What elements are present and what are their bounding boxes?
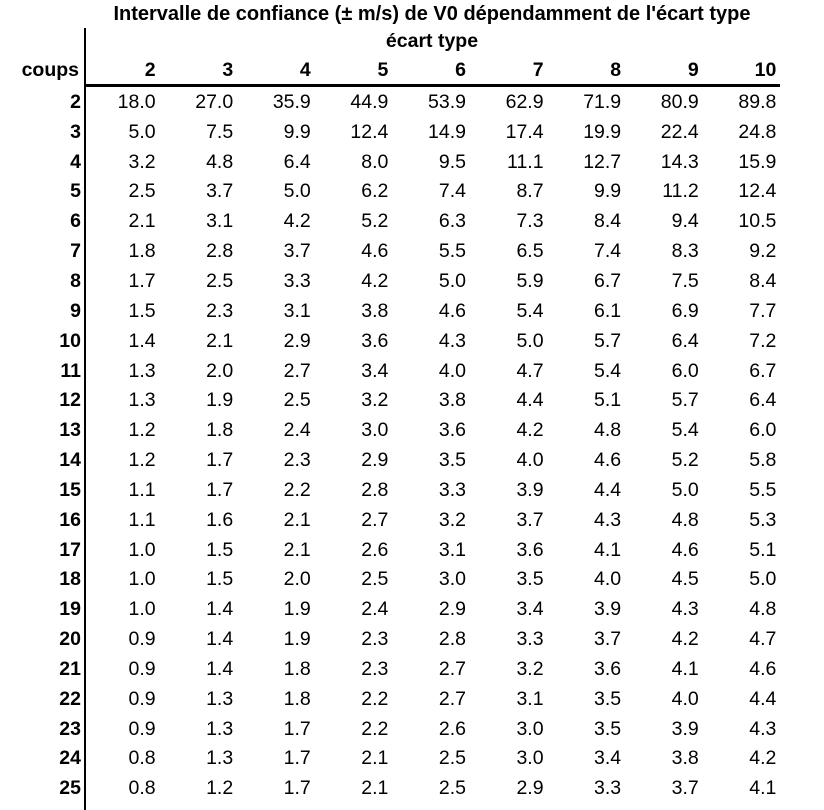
table-cell: 5.0 bbox=[283, 180, 311, 203]
row-header: 24 bbox=[59, 747, 81, 770]
table-cell: 5.0 bbox=[749, 568, 777, 591]
table-row bbox=[0, 88, 782, 118]
table-cell: 3.5 bbox=[594, 687, 622, 710]
table-cell: 3.0 bbox=[516, 747, 544, 770]
table-cell: 5.5 bbox=[749, 478, 777, 501]
table-cell: 4.1 bbox=[671, 657, 699, 680]
table-cell: 7.4 bbox=[438, 180, 466, 203]
table-cell: 5.0 bbox=[516, 329, 544, 352]
table-cell: 3.2 bbox=[128, 150, 156, 173]
table-row bbox=[0, 267, 782, 297]
table-cell: 8.7 bbox=[516, 180, 544, 203]
table-cell: 5.4 bbox=[671, 419, 699, 442]
table-cell: 2.5 bbox=[438, 777, 466, 800]
table-cell: 2.5 bbox=[283, 389, 311, 412]
table-cell: 3.5 bbox=[516, 568, 544, 591]
row-header: 19 bbox=[59, 598, 81, 621]
table-cell: 22.4 bbox=[660, 120, 699, 143]
row-header: 2 bbox=[70, 90, 81, 113]
row-header: 18 bbox=[59, 568, 81, 591]
table-cell: 2.0 bbox=[283, 568, 311, 591]
table-cell: 4.1 bbox=[749, 777, 777, 800]
table-cell: 4.0 bbox=[516, 449, 544, 472]
table-cell: 3.3 bbox=[516, 628, 544, 651]
table-row bbox=[0, 595, 782, 625]
table-cell: 1.0 bbox=[128, 598, 156, 621]
table-cell: 2.8 bbox=[206, 240, 234, 263]
column-header: 2 bbox=[144, 58, 156, 81]
table-cell: 19.9 bbox=[583, 120, 622, 143]
column-header: 4 bbox=[299, 58, 311, 81]
table-cell: 8.0 bbox=[361, 150, 389, 173]
column-header: 10 bbox=[754, 58, 777, 81]
table-cell: 3.2 bbox=[361, 389, 389, 412]
table-cell: 2.7 bbox=[438, 657, 466, 680]
table-cell: 5.2 bbox=[361, 210, 389, 233]
table-cell: 3.5 bbox=[594, 717, 622, 740]
row-header: 14 bbox=[59, 449, 81, 472]
table-row bbox=[0, 237, 782, 267]
table-cell: 24.8 bbox=[738, 120, 777, 143]
table-cell: 6.4 bbox=[283, 150, 311, 173]
table-cell: 1.1 bbox=[128, 478, 156, 501]
table-cell: 4.2 bbox=[671, 628, 699, 651]
table-cell: 2.9 bbox=[283, 329, 311, 352]
table-row bbox=[0, 177, 782, 207]
table-cell: 1.6 bbox=[206, 508, 234, 531]
table-cell: 7.4 bbox=[594, 240, 622, 263]
table-cell: 71.9 bbox=[583, 90, 622, 113]
table-cell: 12.4 bbox=[738, 180, 777, 203]
table-cell: 3.9 bbox=[516, 478, 544, 501]
table-cell: 4.5 bbox=[671, 568, 699, 591]
table-cell: 0.9 bbox=[128, 657, 156, 680]
table-cell: 6.2 bbox=[361, 180, 389, 203]
row-header: 8 bbox=[70, 269, 81, 292]
table-cell: 4.7 bbox=[749, 628, 777, 651]
table-cell: 2.2 bbox=[361, 717, 389, 740]
table-cell: 9.9 bbox=[283, 120, 311, 143]
table-cell: 4.6 bbox=[438, 299, 466, 322]
table-cell: 1.0 bbox=[128, 538, 156, 561]
table-cell: 5.2 bbox=[671, 449, 699, 472]
row-header: 4 bbox=[70, 150, 81, 173]
table-header-row bbox=[0, 56, 782, 84]
table-cell: 4.1 bbox=[594, 538, 622, 561]
table-cell: 1.4 bbox=[206, 628, 234, 651]
table-cell: 1.3 bbox=[206, 747, 234, 770]
table-cell: 9.4 bbox=[671, 210, 699, 233]
table-row bbox=[0, 535, 782, 565]
table-cell: 1.3 bbox=[128, 359, 156, 382]
table-cell: 0.8 bbox=[128, 777, 156, 800]
table-cell: 3.3 bbox=[438, 478, 466, 501]
table-cell: 80.9 bbox=[660, 90, 699, 113]
table-cell: 12.7 bbox=[583, 150, 622, 173]
table-cell: 6.0 bbox=[749, 419, 777, 442]
table-cell: 2.0 bbox=[206, 359, 234, 382]
table-cell: 1.2 bbox=[128, 449, 156, 472]
row-header: 22 bbox=[59, 687, 81, 710]
table-cell: 9.2 bbox=[749, 240, 777, 263]
table-cell: 11.2 bbox=[662, 180, 699, 203]
table-cell: 7.5 bbox=[206, 120, 234, 143]
table-row bbox=[0, 475, 782, 505]
table-cell: 4.8 bbox=[749, 598, 777, 621]
table-cell: 1.5 bbox=[206, 538, 234, 561]
table-cell: 14.9 bbox=[428, 120, 466, 143]
table-cell: 4.6 bbox=[594, 449, 622, 472]
table-cell: 2.1 bbox=[361, 777, 389, 800]
row-header: 11 bbox=[60, 359, 81, 382]
table-cell: 2.7 bbox=[438, 687, 466, 710]
table-row bbox=[0, 356, 782, 386]
table-cell: 4.2 bbox=[361, 269, 389, 292]
table-cell: 2.1 bbox=[283, 508, 311, 531]
table-cell: 5.0 bbox=[128, 120, 156, 143]
table-cell: 3.8 bbox=[671, 747, 699, 770]
column-header: 3 bbox=[222, 58, 234, 81]
table-cell: 1.7 bbox=[128, 269, 156, 292]
row-header: 20 bbox=[59, 628, 81, 651]
table-cell: 3.3 bbox=[594, 777, 622, 800]
table-cell: 3.1 bbox=[516, 687, 544, 710]
row-group-header: coups bbox=[21, 58, 79, 81]
table-row bbox=[0, 446, 782, 476]
table-cell: 1.5 bbox=[206, 568, 234, 591]
table-cell: 2.9 bbox=[361, 449, 389, 472]
table-cell: 1.9 bbox=[283, 628, 311, 651]
table-cell: 44.9 bbox=[350, 90, 389, 113]
table-cell: 5.5 bbox=[438, 240, 466, 263]
table-cell: 3.6 bbox=[438, 419, 466, 442]
table-cell: 12.4 bbox=[350, 120, 389, 143]
table-cell: 1.2 bbox=[206, 777, 234, 800]
table-cell: 7.7 bbox=[749, 299, 777, 322]
table-cell: 5.0 bbox=[438, 269, 466, 292]
table-cell: 6.1 bbox=[594, 299, 622, 322]
table-row bbox=[0, 326, 782, 356]
table-cell: 5.0 bbox=[671, 478, 699, 501]
table-cell: 7.5 bbox=[671, 269, 699, 292]
table-cell: 1.4 bbox=[128, 329, 156, 352]
table-cell: 1.7 bbox=[283, 777, 311, 800]
table-cell: 2.4 bbox=[283, 419, 311, 442]
table-cell: 1.4 bbox=[206, 657, 234, 680]
table-cell: 4.6 bbox=[671, 538, 699, 561]
column-header: 7 bbox=[532, 58, 544, 81]
table-cell: 4.4 bbox=[749, 687, 777, 710]
table-cell: 4.3 bbox=[438, 329, 466, 352]
table-cell: 3.1 bbox=[283, 299, 311, 322]
table-cell: 5.1 bbox=[594, 389, 622, 412]
table-cell: 1.7 bbox=[283, 747, 311, 770]
table-cell: 5.7 bbox=[671, 389, 699, 412]
row-header: 12 bbox=[59, 389, 81, 412]
table-body bbox=[0, 88, 782, 804]
table-cell: 2.5 bbox=[206, 269, 234, 292]
row-header: 9 bbox=[70, 299, 81, 322]
table-cell: 3.9 bbox=[594, 598, 622, 621]
table-cell: 4.8 bbox=[671, 508, 699, 531]
table-cell: 17.4 bbox=[505, 120, 544, 143]
table-cell: 2.8 bbox=[361, 478, 389, 501]
table-cell: 3.7 bbox=[516, 508, 544, 531]
table-cell: 1.8 bbox=[206, 419, 234, 442]
table-cell: 1.0 bbox=[128, 568, 156, 591]
table-cell: 4.6 bbox=[361, 240, 389, 263]
table-cell: 1.3 bbox=[206, 717, 234, 740]
row-header: 10 bbox=[59, 329, 81, 352]
table-cell: 2.4 bbox=[361, 598, 389, 621]
table-cell: 1.2 bbox=[128, 419, 156, 442]
table-cell: 5.3 bbox=[749, 508, 777, 531]
table-cell: 1.4 bbox=[206, 598, 234, 621]
table-cell: 2.7 bbox=[283, 359, 311, 382]
table-cell: 89.8 bbox=[738, 90, 777, 113]
table-row bbox=[0, 744, 782, 774]
table-cell: 35.9 bbox=[272, 90, 311, 113]
table-cell: 5.8 bbox=[749, 449, 777, 472]
table-cell: 3.8 bbox=[361, 299, 389, 322]
table-cell: 4.0 bbox=[671, 687, 699, 710]
table-cell: 3.4 bbox=[594, 747, 622, 770]
table-cell: 5.9 bbox=[516, 269, 544, 292]
table-cell: 6.4 bbox=[671, 329, 699, 352]
table-cell: 2.1 bbox=[283, 538, 311, 561]
row-header: 13 bbox=[59, 419, 81, 442]
table-cell: 4.8 bbox=[594, 419, 622, 442]
table-cell: 2.9 bbox=[438, 598, 466, 621]
table-cell: 3.4 bbox=[361, 359, 389, 382]
table-title: Intervalle de confiance (± m/s) de V0 dépendamment de l'écart type bbox=[113, 3, 751, 25]
table-cell: 3.0 bbox=[438, 568, 466, 591]
column-header: 5 bbox=[377, 58, 389, 81]
table-cell: 3.7 bbox=[671, 777, 699, 800]
table-cell: 5.4 bbox=[594, 359, 622, 382]
table-cell: 2.3 bbox=[361, 657, 389, 680]
row-header: 6 bbox=[70, 210, 81, 233]
row-header: 7 bbox=[70, 240, 81, 263]
row-header: 15 bbox=[59, 478, 81, 501]
column-header: 8 bbox=[610, 58, 622, 81]
table-cell: 3.1 bbox=[438, 538, 466, 561]
table-cell: 1.9 bbox=[283, 598, 311, 621]
table-cell: 2.6 bbox=[438, 717, 466, 740]
table-cell: 5.1 bbox=[749, 538, 777, 561]
table-cell: 14.3 bbox=[660, 150, 699, 173]
table-cell: 3.6 bbox=[516, 538, 544, 561]
row-header: 17 bbox=[59, 538, 81, 561]
table-cell: 3.7 bbox=[206, 180, 234, 203]
table-cell: 3.9 bbox=[671, 717, 699, 740]
table-cell: 1.7 bbox=[206, 449, 234, 472]
row-header: 5 bbox=[70, 180, 81, 203]
table-cell: 18.0 bbox=[117, 90, 156, 113]
table-cell: 4.6 bbox=[749, 657, 777, 680]
table-row bbox=[0, 565, 782, 595]
table-cell: 4.2 bbox=[516, 419, 544, 442]
table-cell: 4.3 bbox=[594, 508, 622, 531]
table-row bbox=[0, 684, 782, 714]
table-cell: 2.1 bbox=[361, 747, 389, 770]
table-cell: 6.9 bbox=[671, 299, 699, 322]
table-cell: 3.4 bbox=[516, 598, 544, 621]
column-header: 6 bbox=[455, 58, 466, 81]
table-cell: 2.8 bbox=[438, 628, 466, 651]
table-cell: 1.3 bbox=[206, 687, 234, 710]
table-cell: 8.3 bbox=[671, 240, 699, 263]
table-row bbox=[0, 625, 782, 655]
table-cell: 0.8 bbox=[128, 747, 156, 770]
table-cell: 62.9 bbox=[505, 90, 544, 113]
row-header: 23 bbox=[59, 717, 81, 740]
table-cell: 2.5 bbox=[361, 568, 389, 591]
table-cell: 1.8 bbox=[128, 240, 156, 263]
table-cell: 3.2 bbox=[438, 508, 466, 531]
table-cell: 7.3 bbox=[516, 210, 544, 233]
table-cell: 1.5 bbox=[128, 299, 156, 322]
table-cell: 4.3 bbox=[671, 598, 699, 621]
table-cell: 2.6 bbox=[361, 538, 389, 561]
table-cell: 27.0 bbox=[195, 90, 234, 113]
table-cell: 9.9 bbox=[594, 180, 622, 203]
table-cell: 4.0 bbox=[438, 359, 466, 382]
table-cell: 9.5 bbox=[438, 150, 466, 173]
table-cell: 6.7 bbox=[749, 359, 777, 382]
table-row bbox=[0, 386, 782, 416]
table-cell: 4.2 bbox=[283, 210, 311, 233]
table-cell: 6.5 bbox=[516, 240, 544, 263]
table-cell: 7.2 bbox=[749, 329, 777, 352]
table-cell: 3.0 bbox=[516, 717, 544, 740]
table-cell: 4.3 bbox=[749, 717, 777, 740]
table-cell: 3.3 bbox=[283, 269, 311, 292]
row-header: 25 bbox=[59, 777, 81, 800]
table-cell: 2.1 bbox=[128, 210, 156, 233]
table-cell: 2.3 bbox=[283, 449, 311, 472]
table-cell: 2.3 bbox=[361, 628, 389, 651]
table-cell: 3.7 bbox=[594, 628, 622, 651]
table-cell: 3.0 bbox=[361, 419, 389, 442]
column-group-header: écart type bbox=[385, 30, 479, 52]
table-cell: 3.6 bbox=[361, 329, 389, 352]
table-cell: 4.2 bbox=[749, 747, 777, 770]
table-cell: 3.5 bbox=[438, 449, 466, 472]
table-cell: 3.6 bbox=[594, 657, 622, 680]
table-cell: 4.7 bbox=[516, 359, 544, 382]
table-cell: 0.9 bbox=[128, 717, 156, 740]
table-cell: 15.9 bbox=[738, 150, 777, 173]
table-cell: 0.9 bbox=[128, 628, 156, 651]
table-cell: 2.1 bbox=[206, 329, 234, 352]
table-row bbox=[0, 416, 782, 446]
table-cell: 4.4 bbox=[594, 478, 622, 501]
table-cell: 2.7 bbox=[361, 508, 389, 531]
table-row bbox=[0, 505, 782, 535]
table-cell: 10.5 bbox=[738, 210, 777, 233]
table-cell: 3.2 bbox=[516, 657, 544, 680]
table-cell: 2.5 bbox=[128, 180, 156, 203]
table-cell: 6.0 bbox=[671, 359, 699, 382]
table-row bbox=[0, 774, 782, 804]
table-cell: 2.2 bbox=[361, 687, 389, 710]
table-row bbox=[0, 117, 782, 147]
table-cell: 2.5 bbox=[438, 747, 466, 770]
table-cell: 5.4 bbox=[516, 299, 544, 322]
table-cell: 3.1 bbox=[206, 210, 234, 233]
row-header: 16 bbox=[59, 508, 81, 531]
table-row bbox=[0, 296, 782, 326]
table-cell: 2.2 bbox=[283, 478, 311, 501]
table-cell: 53.9 bbox=[428, 90, 466, 113]
row-header: 21 bbox=[59, 657, 81, 680]
table-cell: 0.9 bbox=[128, 687, 156, 710]
table-cell: 2.9 bbox=[516, 777, 544, 800]
table-cell: 4.4 bbox=[516, 389, 544, 412]
table-cell: 6.4 bbox=[749, 389, 777, 412]
table-cell: 1.8 bbox=[283, 687, 311, 710]
table-cell: 2.3 bbox=[206, 299, 234, 322]
table-row bbox=[0, 147, 782, 177]
row-header: 3 bbox=[70, 120, 81, 143]
table-cell: 6.7 bbox=[594, 269, 622, 292]
table-cell: 11.1 bbox=[507, 150, 544, 173]
table-row bbox=[0, 655, 782, 685]
table-cell: 1.9 bbox=[206, 389, 234, 412]
table-cell: 3.8 bbox=[438, 389, 466, 412]
table-row bbox=[0, 714, 782, 744]
table-cell: 1.7 bbox=[283, 717, 311, 740]
table-cell: 1.8 bbox=[283, 657, 311, 680]
table-cell: 4.0 bbox=[594, 568, 622, 591]
column-header: 9 bbox=[687, 58, 699, 81]
table-row bbox=[0, 207, 782, 237]
table-cell: 1.7 bbox=[206, 478, 234, 501]
table-cell: 8.4 bbox=[749, 269, 777, 292]
table-cell: 3.7 bbox=[283, 240, 311, 263]
table-cell: 8.4 bbox=[594, 210, 622, 233]
table-cell: 4.8 bbox=[206, 150, 234, 173]
table-cell: 5.7 bbox=[594, 329, 622, 352]
table-cell: 1.1 bbox=[128, 508, 156, 531]
table-cell: 6.3 bbox=[438, 210, 466, 233]
table-cell: 1.3 bbox=[128, 389, 156, 412]
